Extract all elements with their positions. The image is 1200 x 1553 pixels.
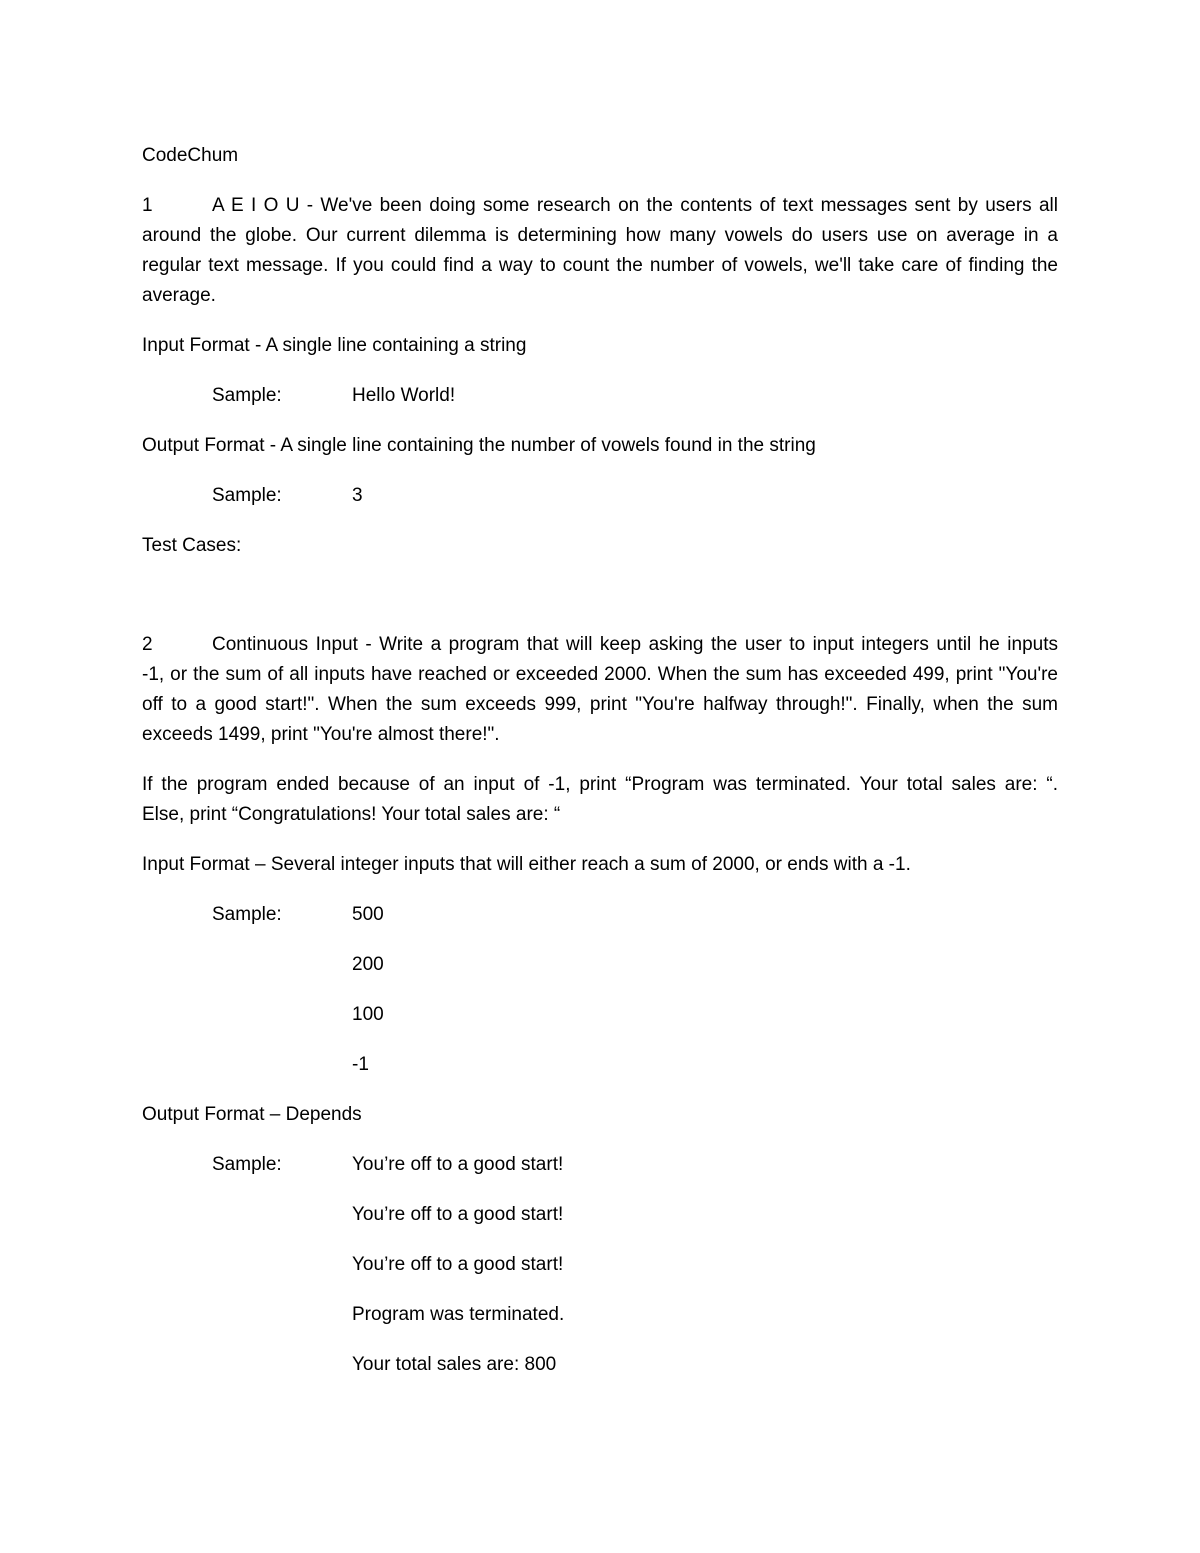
problem-1-output-format: Output Format - A single line containing the number of vowels found in the string [142,435,816,456]
problem-2-output-sample-value: You’re off to a good start! [352,1254,564,1275]
problem-2-input-sample-label: Sample: [212,904,282,925]
problem-1-test-cases: Test Cases: [142,535,242,556]
problem-1-number: 1 [142,195,153,216]
problem-2-input-sample-value: 100 [352,1004,384,1025]
problem-2-description-line-1: Continuous Input - Write a program that will keep asking the user to input integers until he inputs [212,634,1058,655]
problem-2-output-format: Output Format – Depends [142,1104,362,1125]
problem-1-output-sample-value: 3 [352,485,363,506]
problem-2-output-sample-value: Program was terminated. [352,1304,565,1325]
problem-2-input-sample-value: 500 [352,904,384,925]
problem-2-output-sample-value: Your total sales are: 800 [352,1354,557,1375]
document-title: CodeChum [142,145,239,166]
problem-1-description-line-3: regular text message. If you could find a way to count the number of vowels, we'll take care of finding the [142,255,1058,276]
problem-1-input-sample-value: Hello World! [352,385,456,406]
problem-1-input-format: Input Format - A single line containing a string [142,335,527,356]
problem-2-description-line-6: Else, print “Congratulations! Your total sales are: “ [142,804,561,825]
problem-2-description-line-4: exceeds 1499, print "You're almost there!". [142,724,500,745]
problem-2-output-sample-value: You’re off to a good start! [352,1204,564,1225]
problem-2-number: 2 [142,634,153,655]
problem-1-input-sample-label: Sample: [212,385,282,406]
problem-2-output-sample-value: You’re off to a good start! [352,1154,564,1175]
problem-1-description-line-2: around the globe. Our current dilemma is determining how many vowels do users use on average in a [142,225,1058,246]
problem-1-description-line-1: A E I O U - We've been doing some research on the contents of text messages sent by users all [212,195,1058,216]
problem-2-description-line-3: off to a good start!". When the sum exceeds 999, print "You're halfway through!". Finally, when the sum [142,694,1058,715]
problem-2-description-line-2: -1, or the sum of all inputs have reached or exceeded 2000. When the sum has exceeded 499, print "You're [142,664,1058,685]
problem-1-description-line-4: average. [142,285,216,306]
problem-2-input-sample-value: -1 [352,1054,369,1075]
problem-2-description-line-5: If the program ended because of an input of -1, print “Program was terminated. Your total sales are: “. [142,774,1058,795]
problem-2-input-sample-value: 200 [352,954,384,975]
problem-2-output-sample-label: Sample: [212,1154,282,1175]
problem-1-output-sample-label: Sample: [212,485,282,506]
problem-2-input-format: Input Format – Several integer inputs that will either reach a sum of 2000, or ends with a -1. [142,854,911,875]
